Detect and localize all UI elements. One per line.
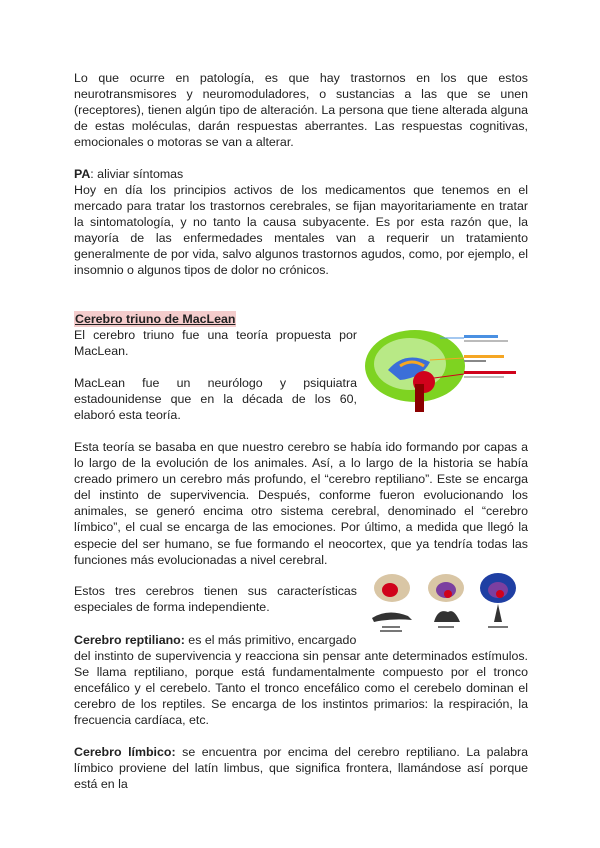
reptile-caption — [382, 626, 400, 628]
human-caption — [488, 626, 508, 628]
paragraph-limbico — [74, 744, 528, 792]
label-limbic-sub — [464, 360, 486, 362]
paragraph-teoria: Esta teoría se basaba en que nuestro cerebro se había ido formando por capas a lo largo de la evolución de los animales. Así, a lo largo de la historia se había creado primero un cerebro más profundo, el “cerebro reptiliano”. Este se encarga del instinto de supervivencia. Después, conforme fueron evolucionando los animales, se generó encima otro sistema cerebral, denominado el “cerebro límbico”, el cual se encarga de las emociones. Por último, a medida que llegó la especie del ser humano, se fue formando el neocortex, que ya tendría todas las funciones más evolucionadas a nivel cerebral. — [74, 440, 528, 567]
mammal-caption — [438, 626, 454, 628]
human-reptilian-core — [496, 590, 504, 598]
limbico-text: se encuentra por encima del cerebro reptiliano. La palabra límbico proviene del latín limbus, que significa frontera, llamándose así porque está en la — [74, 745, 528, 792]
label-neocortex-bar — [464, 335, 498, 338]
paragraph-patologia: Lo que ocurre en patología, es que hay trastornos en los que estos neurotransmisores y neuromoduladores, o sustancias a las que se unen (receptores), tienen algún tipo de alteración. La persona que tiene alterada alguna de estas moléculas, darán respuestas aberrantes. Las respuestas cognitivas, emocionales o motoras se van a alterar. — [74, 71, 528, 150]
brain-evolution-illustration — [368, 568, 528, 638]
reptiliano-first: es el más primitivo, encargado — [184, 633, 357, 647]
primate-silhouette — [434, 611, 460, 622]
paragraph-tres-cerebros: Estos tres cerebros tienen sus características especiales de forma independiente. — [74, 584, 357, 615]
paragraph-reptiliano: del instinto de supervivencia y reacciona sin pensar ante determinados estímulos. Se llama reptiliano, porque está fundamentalmente compuesto por el tronco encefálico y el cerebelo. Tanto el tronco encefálico como el cerebelo dominan el cerebro de los reptiles. Se encarga de los instintos primarios: la respiración, la frecuencia cardíaca, etc. — [74, 649, 528, 728]
reptile-silhouette — [372, 612, 412, 622]
reptiliano-label: Cerebro reptiliano: — [74, 633, 185, 647]
paragraph-triuno-intro: El cerebro triuno fue una teoría propuesta por MacLean. — [74, 328, 357, 359]
triune-brain-diagram — [360, 322, 530, 422]
pa-line — [74, 166, 528, 182]
pa-text: : aliviar síntomas — [90, 167, 184, 181]
paragraph-medicamentos: Hoy en día los principios activos de los medicamentos que tenemos en el mercado para tratar los trastornos cerebrales, se fijan mayoritariamente en tratar la sintomatología, y no tanto la causa subyacente. Es por esta razón que, la mayoría de las enfermedades mentales van a requerir un tratamiento generalmente de por vida, salvo algunos trastornos agudos, como, por ejemplo, el insomnio o algunos tipos de dolor no crónicos. — [74, 183, 528, 278]
brainstem-region — [415, 384, 424, 412]
section-heading: Cerebro triuno de MacLean — [75, 312, 236, 326]
label-reptilian-bar — [464, 371, 516, 374]
label-neocortex-sub — [464, 340, 508, 342]
human-silhouette — [494, 604, 502, 622]
label-limbic-bar — [464, 355, 504, 358]
reptile-brain-core — [382, 583, 398, 597]
limbico-label: Cerebro límbico: — [74, 745, 176, 759]
paragraph-maclean: MacLean fue un neurólogo y psiquiatra estadounidense que en la década de los 60, elaboró esta teoría. — [74, 376, 357, 423]
label-reptilian-sub — [464, 376, 504, 378]
reptile-caption-2 — [380, 630, 402, 632]
pa-label: PA — [74, 167, 91, 181]
reptiliano-heading-line — [74, 632, 357, 648]
mammal-reptilian-core — [444, 590, 452, 598]
